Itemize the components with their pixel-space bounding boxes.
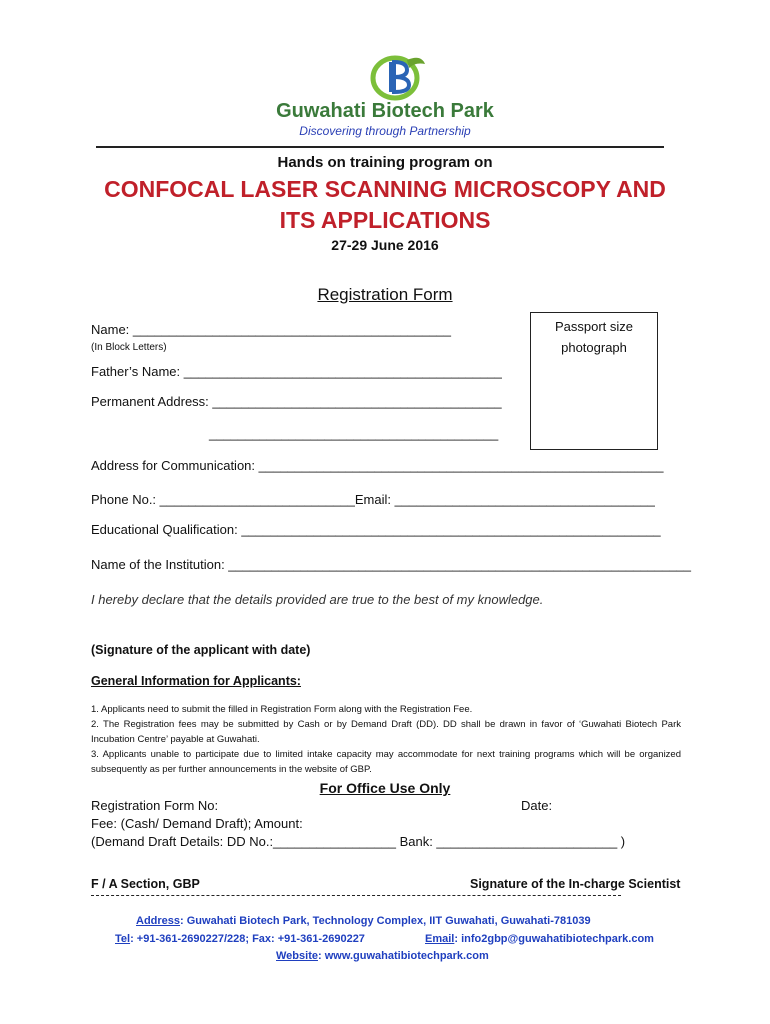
program-title <box>0 174 770 236</box>
list-item: 3. Applicants unable to participate due to limited intake capacity may accommodate for next training programs which will be organized subsequently as per further announcements in the website of GBP. <box>91 749 681 775</box>
list-item: 2. The Registration fees may be submitted by Cash or by Demand Draft (DD). DD shall be drawn in favor of ‘Guwahati Biotech Park Incubation Centre’ payable at Guwahati. <box>91 719 681 745</box>
contact-email: Email: info2gbp@guwahatibiotechpark.com <box>425 933 654 945</box>
permanent-address-field[interactable]: Permanent Address: ________________________________________ <box>91 394 502 409</box>
tagline: Discovering through Partnership <box>299 124 471 138</box>
photo-label-line1: Passport size <box>554 319 634 334</box>
block-letters-note: (In Block Letters) <box>91 342 167 353</box>
registration-number-label: Registration Form No: <box>91 798 219 813</box>
program-title-line1: CONFOCAL LASER SCANNING MICROSCOPY AND <box>104 176 666 202</box>
contact-address <box>136 915 591 927</box>
address-label: Address <box>136 915 181 927</box>
fa-section-label: F / A Section, GBP <box>91 877 200 891</box>
applicant-signature-label: (Signature of the applicant with date) <box>91 643 311 657</box>
contact-phone <box>115 933 365 945</box>
passport-photo-box <box>530 312 658 450</box>
tel-label: Tel <box>115 933 131 945</box>
list-item: 1. Applicants need to submit the filled in Registration Form along with the Registration Fee. <box>91 704 473 715</box>
gbp-logo <box>355 50 435 106</box>
org-name: Guwahati Biotech Park <box>276 100 494 122</box>
name-field[interactable]: Name: ____________________________________________ <box>91 322 452 337</box>
permanent-address-line2[interactable]: ________________________________________ <box>209 426 499 441</box>
general-info-heading: General Information for Applicants: <box>91 674 301 688</box>
communication-address-field[interactable]: Address for Communication: ________________________________________________________ <box>91 458 664 473</box>
office-date-label: Date: <box>521 798 553 813</box>
photo-label-line2: photograph <box>561 340 627 355</box>
email-link[interactable]: info2gbp@guwahatibiotechpark.com <box>461 933 654 945</box>
website-link[interactable]: www.guwahatibiotechpark.com <box>324 950 489 962</box>
address-text: : Guwahati Biotech Park, Technology Complex, IIT Guwahati, Guwahati-781039 <box>180 915 591 927</box>
declaration-text: I hereby declare that the details provided are true to the best of my knowledge. <box>91 592 544 607</box>
contact-website: Website: www.guwahatibiotechpark.com <box>276 950 489 962</box>
fee-label: Fee: (Cash/ Demand Draft); Amount: <box>91 816 303 831</box>
header-divider <box>96 146 664 148</box>
phone-email-field[interactable]: Phone No.: ___________________________Email: ____________________________________ <box>91 492 655 507</box>
tel-text: : +91-361-2690227/228; Fax: +91-361-2690227 <box>130 933 365 945</box>
father-name-field[interactable]: Father’s Name: ____________________________________________ <box>91 364 502 379</box>
general-info-list <box>91 702 681 777</box>
footer-divider <box>91 895 621 896</box>
program-dates: 27-29 June 2016 <box>331 237 439 253</box>
scientist-signature-label: Signature of the In-charge Scientist <box>470 877 681 891</box>
program-intro: Hands on training program on <box>277 154 493 171</box>
email-label: Email <box>425 933 455 945</box>
dd-details-field[interactable]: (Demand Draft Details: DD No.:_________________ Bank: _________________________ ) <box>91 834 626 849</box>
registration-form-heading: Registration Form <box>317 285 453 304</box>
office-use-heading: For Office Use Only <box>319 780 451 796</box>
program-title-line2: ITS APPLICATIONS <box>279 207 491 233</box>
institution-field[interactable]: Name of the Institution: ________________________________________________________________ <box>91 557 692 572</box>
education-field[interactable]: Educational Qualification: __________________________________________________________ <box>91 522 661 537</box>
website-label: Website <box>276 950 318 962</box>
